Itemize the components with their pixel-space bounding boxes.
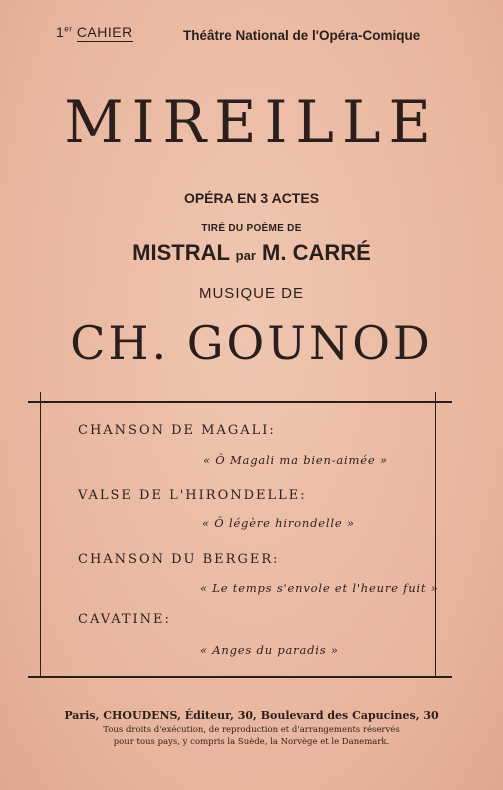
cahier-word: CAHIER xyxy=(76,24,133,40)
song-incipit: « Ô Magali ma bien-aimée » xyxy=(203,453,388,467)
song-incipit: « Anges du paradis » xyxy=(200,643,339,657)
theatre-name: Théâtre National de l'Opéra-Comique xyxy=(183,28,421,43)
libretto-source-line: TIRÉ DU POÈME DE xyxy=(201,223,302,234)
rights-line-2: pour tous pays, y compris la Suède, la Norvège et le Danemark. xyxy=(113,737,390,747)
rights-line-1: Tous droits d'exécution, de reproduction et d'arrangements réservés xyxy=(103,725,400,735)
librettists xyxy=(0,240,503,266)
librettist-first: MISTRAL xyxy=(132,240,230,265)
song-title: CHANSON DE MAGALI: xyxy=(78,423,276,438)
frame-top-rule xyxy=(28,401,452,403)
frame-bottom-rule xyxy=(28,676,452,678)
librettist-par: par xyxy=(235,248,256,263)
song-incipit: « Le temps s'envole et l'heure fuit » xyxy=(200,581,439,595)
composer-name: CH. GOUNOD xyxy=(70,316,433,370)
song-title: VALSE DE L'HIRONDELLE: xyxy=(78,488,307,503)
cahier-label xyxy=(56,24,133,40)
music-by-label: MUSIQUE DE xyxy=(198,285,304,302)
song-incipit: « Ô légère hirondelle » xyxy=(202,516,355,530)
opera-subtitle: OPÉRA EN 3 ACTES xyxy=(183,190,320,206)
cahier-superscript: er xyxy=(64,24,73,34)
song-title: CHANSON DU BERGER: xyxy=(78,552,280,567)
opera-title: MIREILLE xyxy=(64,88,439,156)
publisher-line: Paris, CHOUDENS, Éditeur, 30, Boulevard des Capucines, 30 xyxy=(64,709,439,722)
song-title: CAVATINE: xyxy=(78,612,171,627)
cahier-number: 1 xyxy=(56,24,65,40)
librettist-second: M. CARRÉ xyxy=(262,240,371,265)
